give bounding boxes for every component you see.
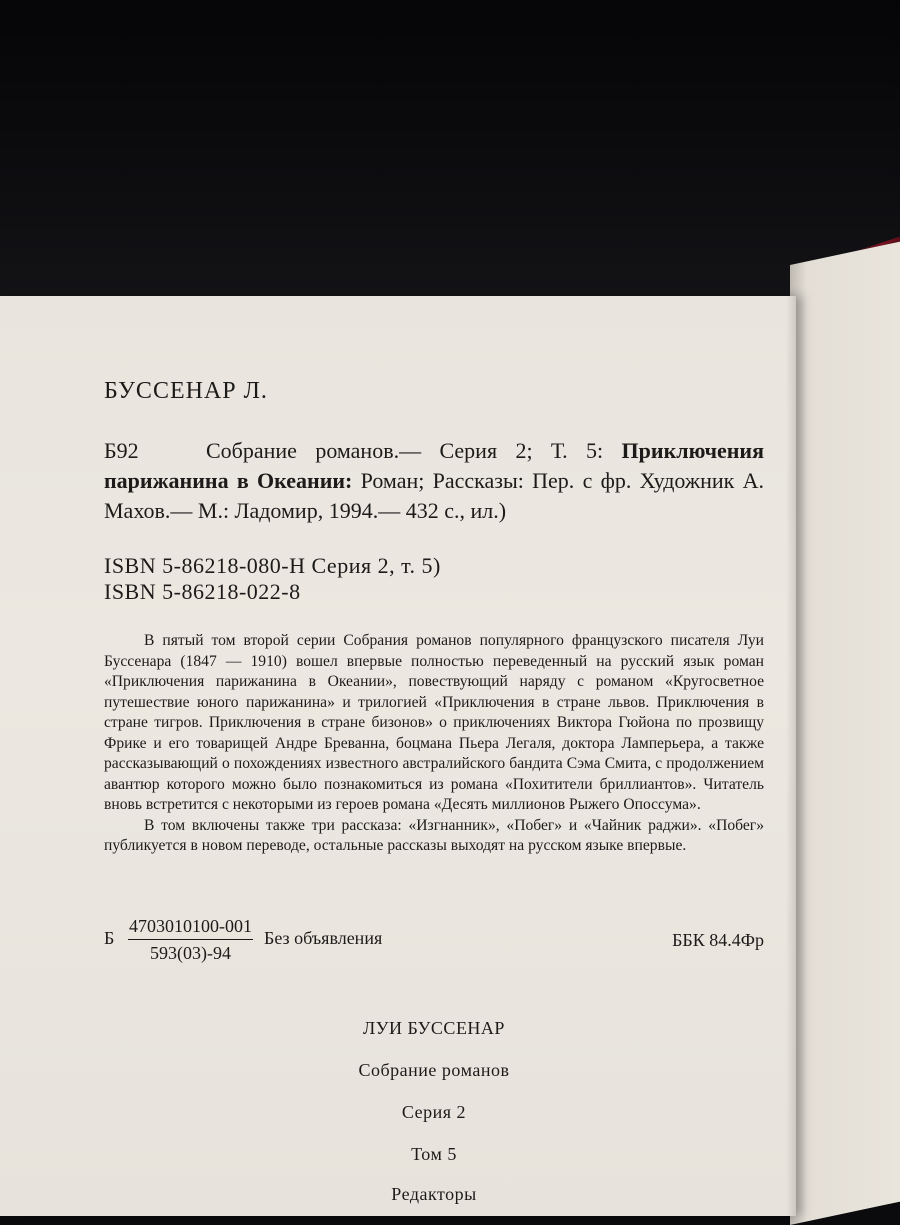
bbk-code: ББК 84.4Фр <box>672 930 764 950</box>
adjacent-page <box>790 235 900 1225</box>
record-text-after: Роман; Рассказы: Пер. с фр. Художник А. Махов.— М.: Ладомир, 1994.— 432 с., ил.) <box>104 468 764 523</box>
annotation <box>104 631 764 857</box>
isbn-line: ISBN 5-86218-080-Н Серия 2, т. 5) <box>104 553 441 578</box>
dark-background <box>0 0 900 310</box>
colophon-author: ЛУИ БУССЕНАР <box>363 1018 505 1038</box>
index-denominator: 593(03)-94 <box>150 943 231 963</box>
annotation-paragraph: В пятый том второй серии Собрания романов популярного французского писателя Луи Буссенара (1847 — 1910) вошел впервые полностью переведенный на русский язык роман «Приключения парижанина в Океании», повествующий наряду с романом «Кругосветное путешествие юного парижанина» и трилогией «Приключения в стране львов. Приключения в стране тигров. Приключения в стране бизонов» о приключениях Виктора Гюйона по прозвищу Фрике и его товарищей Андре Бреванна, боцмана Пьера Легаля, доктора Ламперьера, а также рассказывающий о похождениях известного австралийского бандита Сэма Смита, с продолжением авантюр которого можно было познакомиться из романа «Похитители бриллиантов». Читатель вновь встретится с некоторыми из героев романа «Десять миллионов Рыжего Опоссума». <box>104 632 764 813</box>
index-letter: Б <box>104 928 115 948</box>
colophon-collection: Собрание романов <box>358 1060 510 1080</box>
index-numerator: 4703010100-001 <box>128 916 253 940</box>
book-title: Приключения парижанина в Океании: <box>104 438 764 493</box>
isbn-block <box>104 553 441 605</box>
bibliographic-footer <box>104 916 764 966</box>
record-text-before: Собрание романов.— Серия 2; Т. 5: <box>206 438 622 463</box>
annotation-paragraph: В том включены также три рассказа: «Изгнанник», «Побег» и «Чайник раджи». «Побег» публикуется в новом переводе, остальные рассказы выходят на русском языке впервые. <box>104 816 764 854</box>
isbn-line: ISBN 5-86218-022-8 <box>104 579 301 604</box>
index-fraction <box>128 916 253 964</box>
bibliographic-record <box>104 436 764 526</box>
colophon-volume: Том 5 <box>411 1144 457 1164</box>
no-announcement-note: Без объявления <box>264 928 383 948</box>
author-heading: БУССЕНАР Л. <box>104 378 268 404</box>
colophon-series: Серия 2 <box>401 1102 467 1122</box>
classification-code: Б92 <box>104 438 139 463</box>
colophon-editors: Редакторы <box>391 1184 477 1204</box>
